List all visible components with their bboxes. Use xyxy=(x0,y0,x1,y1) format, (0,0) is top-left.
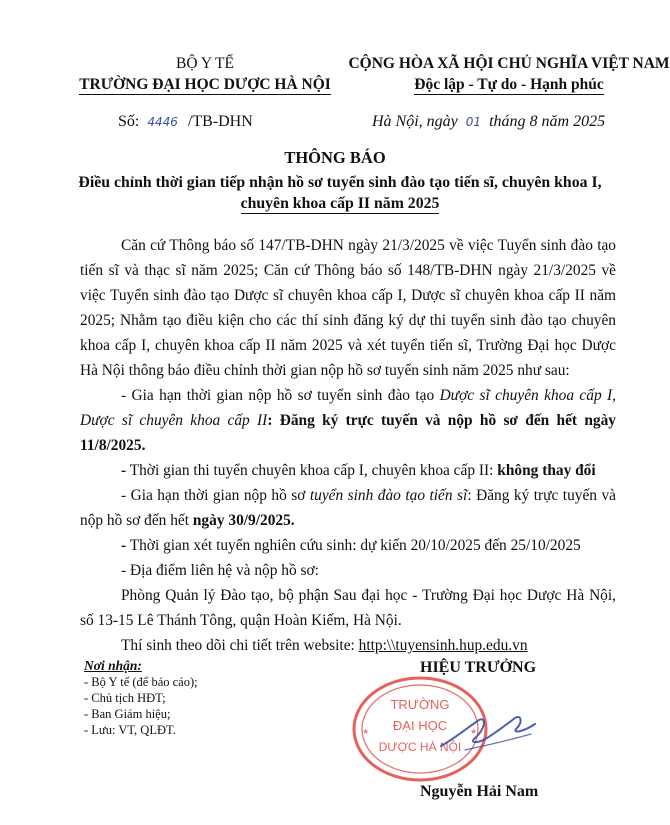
website-link[interactable]: http:\\tuyensinh.hup.edu.vn xyxy=(358,637,528,654)
reference-number: Số: 4446 /TB-DHN xyxy=(118,113,253,130)
seal-text-line1: TRƯỜNG xyxy=(390,697,450,712)
item-review-time: - Thời gian xét tuyển nghiên cứu sinh: dự kiến 20/10/2025 đến 25/10/2025 xyxy=(121,537,581,554)
recipient-item: - Lưu: VT, QLĐT. xyxy=(84,723,176,737)
national-motto: Độc lập - Tự do - Hạnh phúc xyxy=(414,76,604,93)
intro-paragraph: Căn cứ Thông báo số 147/TB-DHN ngày 21/3/2025 về việc Tuyển sinh đào tạo tiến sĩ và thạc sĩ năm 2025; Căn cứ Thông báo số 148/TB-DHN ngày 21/3/2025 về việc Tuyển sinh đào tạo Dược sĩ chuyên khoa cấp I, Dược sĩ chuyên khoa cấp II năm 2025; Nhằm tạo điều kiện cho các thí sinh đăng ký dự thi tuyển sinh đào tạo chuyên khoa cấp I, chuyên khoa cấp II năm 2025 và xét tuyển tiến sĩ, Trường Đại học Dược Hà Nội thông báo điều chỉnh thời gian nộp hồ sơ tuyển sinh năm 2025 như sau: xyxy=(80,237,616,379)
ministry-name: BỘ Y TẾ xyxy=(176,55,234,72)
document-subtitle: Điều chỉnh thời gian tiếp nhận hồ sơ tuyển sinh đào tạo tiến sĩ, chuyên khoa I, chuyên khoa cấp II năm 2025 xyxy=(78,174,602,212)
item-location: - Địa điểm liên hệ và nộp hồ sơ: xyxy=(121,562,319,579)
item-extension-phd: - Gia hạn thời gian nộp hồ sơ tuyển sinh đào tạo tiến sĩ: Đăng ký trực tuyến và nộp hồ sơ đến hết ngày 30/9/2025. xyxy=(80,487,616,529)
seal-text-line3: DƯỢC HÀ NỘI xyxy=(378,740,462,754)
signer-name: Nguyễn Hải Nam xyxy=(420,783,539,800)
recipient-item: - Ban Giám hiệu; xyxy=(84,707,171,721)
issuer-header xyxy=(70,53,340,95)
country-name: CỘNG HÒA XÃ HỘI CHỦ NGHĨA VIỆT NAM xyxy=(348,55,670,72)
recipient-item: - Chủ tịch HĐT; xyxy=(84,691,166,705)
university-name: TRƯỜNG ĐẠI HỌC DƯỢC HÀ NỘI xyxy=(79,76,331,93)
website-paragraph: Thí sinh theo dõi chi tiết trên website: http:\\tuyensinh.hup.edu.vn xyxy=(121,637,528,654)
issue-date: Hà Nội, ngày 01 tháng 8 năm 2025 xyxy=(372,113,606,130)
recipient-item: - Bộ Y tế (để báo cáo); xyxy=(84,675,198,689)
national-header xyxy=(348,53,670,95)
handwritten-number: 4446 xyxy=(147,115,178,129)
seal-text-line2: ĐẠI HỌC xyxy=(392,718,448,733)
svg-text:★: ★ xyxy=(470,727,478,736)
recipients-list xyxy=(84,658,314,738)
address-paragraph: Phòng Quản lý Đào tạo, bộ phận Sau đại học - Trường Đại học Dược Hà Nội, số 13-15 Lê Thánh Tông, quận Hoàn Kiếm, Hà Nội. xyxy=(80,587,616,629)
svg-text:★: ★ xyxy=(362,727,370,736)
item-extension-ck: - Gia hạn thời gian nộp hồ sơ tuyển sinh đào tạo Dược sĩ chuyên khoa cấp I, Dược sĩ chuyên khoa cấp II: Đăng ký trực tuyến và nộp hồ sơ đến hết ngày 11/8/2025. xyxy=(80,387,616,454)
recipients-title: Nơi nhận: xyxy=(84,658,142,673)
document-title: THÔNG BÁO xyxy=(284,148,386,167)
handwritten-day: 01 xyxy=(465,115,482,129)
handwritten-signature xyxy=(435,708,545,758)
item-exam-time: - Thời gian thi tuyển chuyên khoa cấp I, chuyên khoa cấp II: không thay đổi xyxy=(121,462,596,479)
document-body xyxy=(80,233,616,658)
signer-title: HIỆU TRƯỞNG xyxy=(420,659,537,676)
